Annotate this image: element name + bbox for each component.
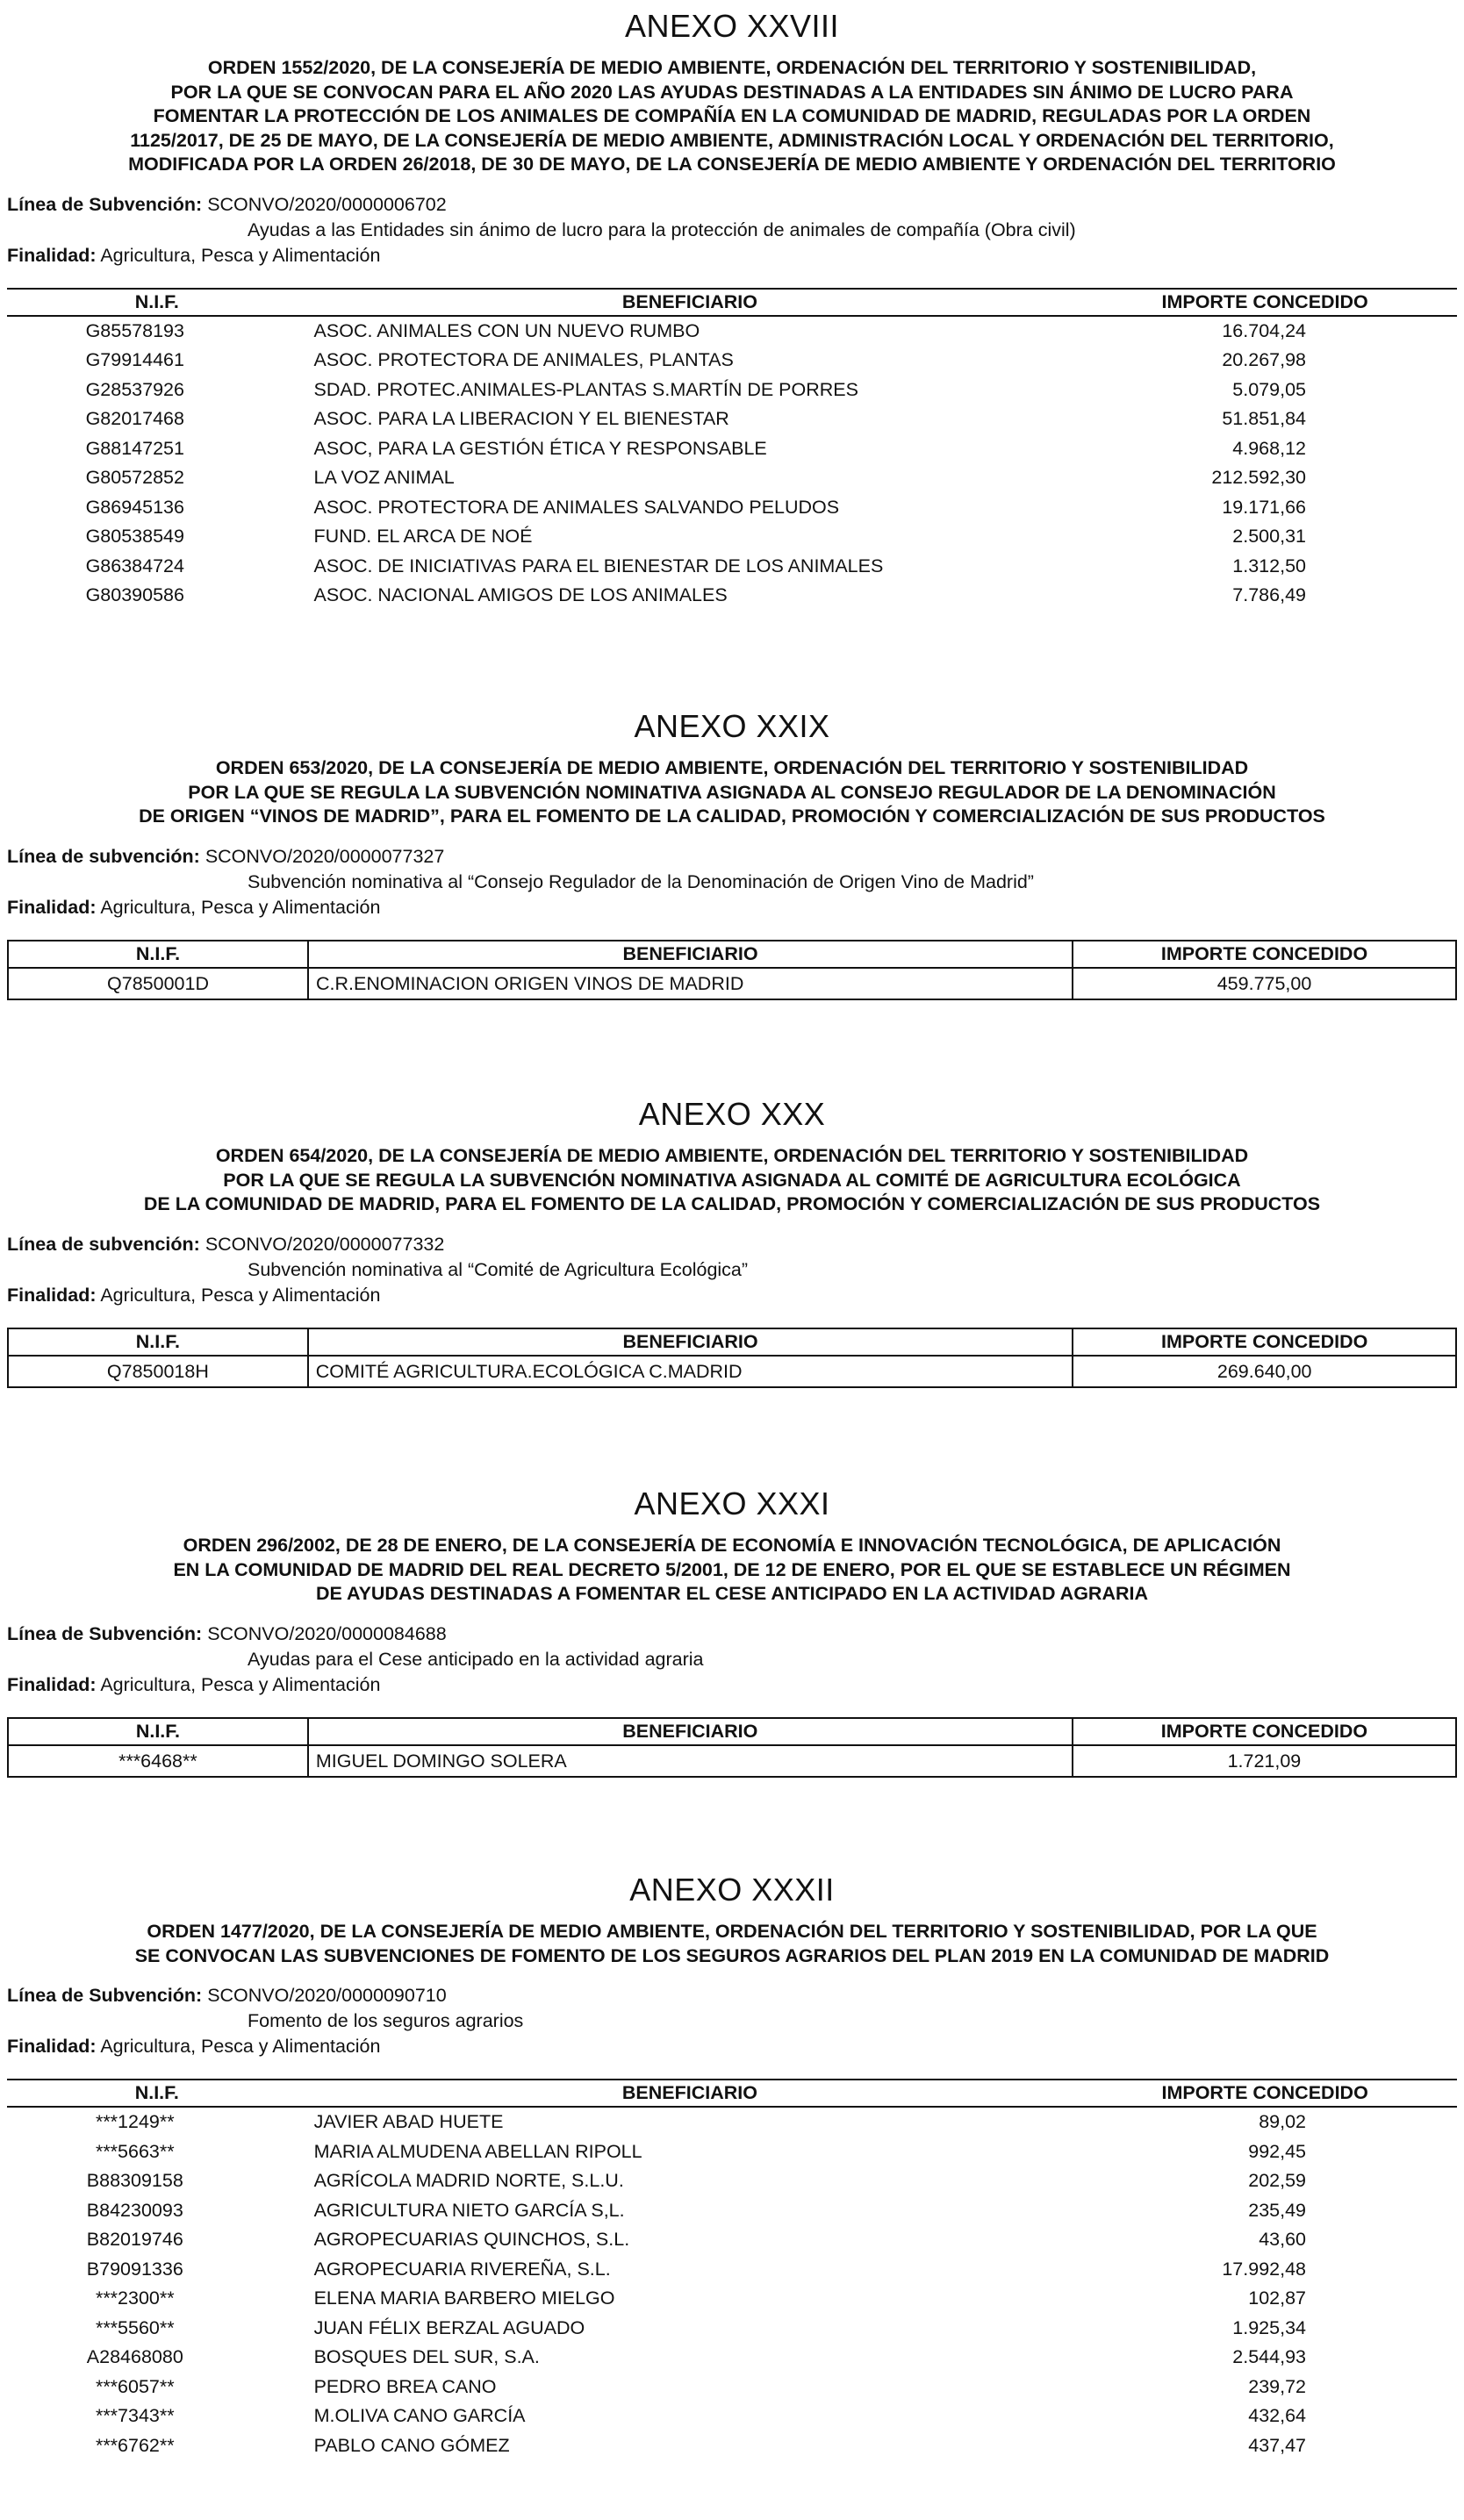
cell-nif: G82017468 (85, 408, 184, 429)
cell-amount: 235,49 (1248, 2199, 1306, 2221)
cell-beneficiary: PABLO CANO GÓMEZ (313, 2434, 510, 2456)
order-text-line: ORDEN 654/2020, DE LA CONSEJERÍA DE MEDIO AMBIENTE, ORDENACIÓN DEL TERRITORIO Y SOSTENIBILIDAD (215, 1145, 1249, 1166)
annex-xxix (7, 709, 1457, 1000)
cell-beneficiary: ASOC. PROTECTORA DE ANIMALES, PLANTAS (313, 349, 734, 370)
cell-nif: B79091336 (86, 2258, 183, 2280)
table-row (8, 1356, 1456, 1387)
order-text-line: DE ORIGEN “VINOS DE MADRID”, PARA EL FOMENTO DE LA CALIDAD, PROMOCIÓN Y COMERCIALIZACIÓN DE SUS PRODUCTOS (139, 805, 1325, 827)
subsidy-line-code: SCONVO/2020/0000077332 (205, 1233, 445, 1255)
annex-xxx (7, 1097, 1457, 1388)
subsidy-meta (7, 1232, 1457, 1308)
purpose-value: Agricultura, Pesca y Alimentación (100, 1673, 381, 1695)
header-beneficiary: BENEFICIARIO (308, 1328, 1073, 1356)
cell-amount: 239,72 (1248, 2375, 1306, 2397)
cell-amount: 43,60 (1259, 2229, 1306, 2250)
annex-title: ANEXO XXXII (629, 1872, 835, 1908)
cell-beneficiary: COMITÉ AGRICULTURA.ECOLÓGICA C.MADRID (308, 1356, 1073, 1387)
header-beneficiary: BENEFICIARIO (307, 2080, 1073, 2107)
annex-title: ANEXO XXX (638, 1096, 826, 1132)
header-amount: IMPORTE CONCEDIDO (1073, 941, 1456, 968)
cell-nif: A28468080 (86, 2346, 183, 2367)
purpose-label: Finalidad: (7, 244, 97, 266)
cell-nif: G85578193 (85, 319, 184, 341)
cell-beneficiary: AGRÍCOLA MADRID NORTE, S.L.U. (313, 2170, 624, 2191)
annex-xxviii (7, 9, 1457, 611)
header-beneficiary: BENEFICIARIO (308, 941, 1073, 968)
cell-beneficiary: AGRICULTURA NIETO GARCÍA S,L. (313, 2199, 625, 2221)
purpose (7, 895, 1457, 920)
cell-nif: ***1249** (95, 2111, 175, 2132)
cell-amount: 2.500,31 (1232, 526, 1306, 547)
cell-amount: 19.171,66 (1222, 496, 1306, 518)
header-nif: N.I.F. (8, 1718, 308, 1745)
table-row (7, 434, 1457, 464)
cell-amount: 2.544,93 (1232, 2346, 1306, 2367)
table-row (7, 2373, 1457, 2402)
header-nif: N.I.F. (7, 2080, 307, 2107)
cell-amount: 459.775,00 (1073, 968, 1456, 999)
purpose (7, 1672, 1457, 1698)
table-row (7, 2255, 1457, 2285)
order-text-line: ORDEN 1477/2020, DE LA CONSEJERÍA DE MEDIO AMBIENTE, ORDENACIÓN DEL TERRITORIO Y SOSTENIBILIDAD, POR LA QUE (147, 1921, 1317, 1942)
subsidy-line-description: Subvención nominativa al “Comité de Agricultura Ecológica” (248, 1258, 749, 1280)
table-header-row (7, 289, 1457, 316)
annex-xxxii (7, 1872, 1457, 2460)
cell-nif: ***6468** (8, 1745, 308, 1777)
table-row (7, 463, 1457, 493)
cell-amount: 89,02 (1259, 2111, 1306, 2132)
subsidy-meta (7, 1983, 1457, 2059)
subsidy-line-description: Subvención nominativa al “Consejo Regulador de la Denominación de Origen Vino de Madrid” (248, 870, 1034, 892)
annex-title: ANEXO XXVIII (624, 8, 840, 44)
subsidy-line (7, 192, 1457, 218)
purpose-label: Finalidad: (7, 896, 97, 918)
cell-beneficiary: ASOC. DE INICIATIVAS PARA EL BIENESTAR DE LOS ANIMALES (313, 555, 884, 576)
subsidy-line-label: Línea de Subvención: (7, 1622, 203, 1644)
table-row (7, 346, 1457, 376)
order-text-line: POR LA QUE SE CONVOCAN PARA EL AÑO 2020 LAS AYUDAS DESTINADAS A LA ENTIDADES SIN ÁNIMO DE LUCRO PARA (170, 81, 1294, 103)
table-row (7, 2137, 1457, 2167)
cell-amount: 7.786,49 (1232, 584, 1306, 605)
table-row (7, 2402, 1457, 2431)
table-row (7, 493, 1457, 523)
subsidy-line-label: Línea de subvención: (7, 1233, 200, 1255)
purpose-label: Finalidad: (7, 1673, 97, 1695)
cell-beneficiary: LA VOZ ANIMAL (313, 467, 455, 488)
cell-nif: G88147251 (85, 437, 184, 459)
cell-amount: 202,59 (1248, 2170, 1306, 2191)
subsidy-line-label: Línea de Subvención: (7, 193, 203, 215)
subsidy-line (7, 844, 1457, 870)
cell-nif: G86384724 (85, 555, 184, 576)
table-row (7, 2166, 1457, 2196)
table-row (7, 2107, 1457, 2137)
header-nif: N.I.F. (7, 289, 307, 316)
cell-nif: G28537926 (85, 378, 184, 400)
beneficiaries-table (7, 1328, 1457, 1388)
subsidy-line-code: SCONVO/2020/0000077327 (205, 845, 445, 867)
cell-nif: ***5560** (95, 2316, 175, 2338)
table-row (7, 2343, 1457, 2373)
header-beneficiary: BENEFICIARIO (308, 1718, 1073, 1745)
cell-amount: 992,45 (1248, 2140, 1306, 2162)
cell-amount: 269.640,00 (1073, 1356, 1456, 1387)
order-text-line: DE AYUDAS DESTINADAS A FOMENTAR EL CESE ANTICIPADO EN LA ACTIVIDAD AGRARIA (315, 1583, 1149, 1604)
cell-beneficiary: JUAN FÉLIX BERZAL AGUADO (313, 2316, 585, 2338)
subsidy-line-description: Ayudas para el Cese anticipado en la actividad agraria (248, 1648, 704, 1670)
table-row (7, 2225, 1457, 2255)
purpose (7, 1283, 1457, 1308)
order-text-line: ORDEN 1552/2020, DE LA CONSEJERÍA DE MEDIO AMBIENTE, ORDENACIÓN DEL TERRITORIO Y SOSTENIBILIDAD, (207, 57, 1257, 78)
cell-beneficiary: PEDRO BREA CANO (313, 2375, 497, 2397)
subsidy-line (7, 1622, 1457, 1647)
cell-nif: G79914461 (85, 349, 184, 370)
table-row (7, 2196, 1457, 2226)
cell-beneficiary: AGROPECUARIAS QUINCHOS, S.L. (313, 2229, 630, 2250)
cell-nif: B88309158 (86, 2170, 183, 2191)
order-text-line: POR LA QUE SE REGULA LA SUBVENCIÓN NOMINATIVA ASIGNADA AL COMITÉ DE AGRICULTURA ECOLÓGICA (223, 1169, 1241, 1191)
table-header-row (7, 2080, 1457, 2107)
cell-amount: 17.992,48 (1222, 2258, 1306, 2280)
order-text-line: MODIFICADA POR LA ORDEN 26/2018, DE 30 DE MAYO, DE LA CONSEJERÍA DE MEDIO AMBIENTE Y ORDENACIÓN DEL TERRITORIO (128, 154, 1336, 175)
header-amount: IMPORTE CONCEDIDO (1073, 2080, 1457, 2107)
header-beneficiary: BENEFICIARIO (307, 289, 1073, 316)
cell-beneficiary: AGROPECUARIA RIVEREÑA, S.L. (313, 2258, 611, 2280)
order-text-line: SE CONVOCAN LAS SUBVENCIONES DE FOMENTO DE LOS SEGUROS AGRARIOS DEL PLAN 2019 EN LA COMUNIDAD DE MADRID (134, 1944, 1330, 1966)
beneficiaries-table (7, 1717, 1457, 1778)
order-text-line: DE LA COMUNIDAD DE MADRID, PARA EL FOMENTO DE LA CALIDAD, PROMOCIÓN Y COMERCIALIZACIÓN DE SUS PRODUCTOS (143, 1193, 1321, 1214)
subsidy-line-code: SCONVO/2020/0000006702 (207, 193, 447, 215)
table-row (7, 2431, 1457, 2461)
cell-nif: G80538549 (85, 526, 184, 547)
cell-nif: Q7850001D (8, 968, 308, 999)
cell-amount: 212.592,30 (1211, 467, 1306, 488)
cell-beneficiary: FUND. EL ARCA DE NOÉ (313, 526, 533, 547)
cell-amount: 1.925,34 (1232, 2316, 1306, 2338)
beneficiaries-table (7, 288, 1457, 611)
cell-amount: 51.851,84 (1222, 408, 1306, 429)
header-nif: N.I.F. (8, 941, 308, 968)
subsidy-line-code: SCONVO/2020/0000090710 (207, 1985, 447, 2006)
order-text-line: POR LA QUE SE REGULA LA SUBVENCIÓN NOMINATIVA ASIGNADA AL CONSEJO REGULADOR DE LA DENOMINACIÓN (188, 781, 1276, 803)
annex-xxxi (7, 1486, 1457, 1778)
cell-beneficiary: SDAD. PROTEC.ANIMALES-PLANTAS S.MARTÍN DE PORRES (313, 378, 858, 400)
cell-nif: ***5663** (95, 2140, 175, 2162)
annex-title: ANEXO XXXI (634, 1486, 830, 1521)
cell-nif: ***6762** (95, 2434, 175, 2456)
order-text-line: 1125/2017, DE 25 DE MAYO, DE LA CONSEJERÍA DE MEDIO AMBIENTE, ADMINISTRACIÓN LOCAL Y ORDENACIÓN DEL TERRITORIO, (130, 129, 1334, 151)
table-row (7, 404, 1457, 434)
table-header-row (8, 1328, 1456, 1356)
order-text (7, 1920, 1457, 1968)
cell-nif: G86945136 (85, 496, 184, 518)
purpose (7, 2034, 1457, 2059)
table-row (8, 1745, 1456, 1777)
beneficiaries-table (7, 940, 1457, 1000)
cell-beneficiary: ELENA MARIA BARBERO MIELGO (313, 2287, 615, 2309)
cell-beneficiary: C.R.ENOMINACION ORIGEN VINOS DE MADRID (308, 968, 1073, 999)
cell-amount: 1.721,09 (1073, 1745, 1456, 1777)
cell-amount: 4.968,12 (1232, 437, 1306, 459)
cell-beneficiary: BOSQUES DEL SUR, S.A. (313, 2346, 540, 2367)
header-amount: IMPORTE CONCEDIDO (1073, 1328, 1456, 1356)
purpose-value: Agricultura, Pesca y Alimentación (100, 1284, 381, 1306)
header-amount: IMPORTE CONCEDIDO (1073, 289, 1457, 316)
cell-amount: 16.704,24 (1222, 319, 1306, 341)
cell-nif: G80390586 (85, 584, 184, 605)
table-row (7, 581, 1457, 611)
subsidy-meta (7, 1622, 1457, 1698)
cell-beneficiary: ASOC. ANIMALES CON UN NUEVO RUMBO (313, 319, 700, 341)
subsidy-meta (7, 844, 1457, 920)
subsidy-line (7, 1983, 1457, 2008)
cell-beneficiary: ASOC. PROTECTORA DE ANIMALES SALVANDO PELUDOS (313, 496, 840, 518)
table-row (7, 316, 1457, 347)
subsidy-meta (7, 192, 1457, 268)
cell-nif: ***6057** (95, 2375, 175, 2397)
header-nif: N.I.F. (8, 1328, 308, 1356)
cell-beneficiary: ASOC. NACIONAL AMIGOS DE LOS ANIMALES (313, 584, 728, 605)
cell-beneficiary: ASOC. PARA LA LIBERACION Y EL BIENESTAR (313, 408, 729, 429)
order-text-line: ORDEN 296/2002, DE 28 DE ENERO, DE LA CONSEJERÍA DE ECONOMÍA E INNOVACIÓN TECNOLÓGICA, DE APLICACIÓN (183, 1535, 1281, 1556)
subsidy-line-description: Ayudas a las Entidades sin ánimo de lucro para la protección de animales de compañía (Obra civil) (248, 218, 1076, 240)
table-row (7, 522, 1457, 552)
cell-amount: 5.079,05 (1232, 378, 1306, 400)
order-text-line: FOMENTAR LA PROTECCIÓN DE LOS ANIMALES DE COMPAÑÍA EN LA COMUNIDAD DE MADRID, REGULADAS POR LA ORDEN (153, 105, 1311, 126)
cell-beneficiary: MARIA ALMUDENA ABELLAN RIPOLL (313, 2140, 642, 2162)
purpose-label: Finalidad: (7, 1284, 97, 1306)
cell-nif: ***7343** (95, 2405, 175, 2426)
cell-beneficiary: M.OLIVA CANO GARCÍA (313, 2405, 526, 2426)
cell-beneficiary: MIGUEL DOMINGO SOLERA (308, 1745, 1073, 1777)
order-text (7, 1534, 1457, 1607)
purpose-label: Finalidad: (7, 2036, 97, 2057)
purpose-value: Agricultura, Pesca y Alimentación (100, 896, 381, 918)
subsidy-line-code: SCONVO/2020/0000084688 (207, 1622, 447, 1644)
table-header-row (8, 1718, 1456, 1745)
cell-amount: 1.312,50 (1232, 555, 1306, 576)
order-text (7, 1144, 1457, 1217)
order-text (7, 56, 1457, 177)
table-row (7, 376, 1457, 405)
beneficiaries-table (7, 2079, 1457, 2460)
cell-amount: 20.267,98 (1222, 349, 1306, 370)
subsidy-line-label: Línea de Subvención: (7, 1985, 203, 2006)
table-row (8, 968, 1456, 999)
header-amount: IMPORTE CONCEDIDO (1073, 1718, 1456, 1745)
table-row (7, 2314, 1457, 2344)
subsidy-line-label: Línea de subvención: (7, 845, 200, 867)
order-text-line: EN LA COMUNIDAD DE MADRID DEL REAL DECRETO 5/2001, DE 12 DE ENERO, POR EL QUE SE ESTABLECE UN RÉGIMEN (173, 1558, 1291, 1580)
order-text (7, 756, 1457, 829)
cell-beneficiary: ASOC, PARA LA GESTIÓN ÉTICA Y RESPONSABLE (313, 437, 767, 459)
cell-amount: 437,47 (1248, 2434, 1306, 2456)
subsidy-line-description: Fomento de los seguros agrarios (248, 2010, 524, 2031)
purpose-value: Agricultura, Pesca y Alimentación (100, 2036, 381, 2057)
subsidy-line (7, 1232, 1457, 1257)
purpose (7, 243, 1457, 268)
cell-nif: B84230093 (86, 2199, 183, 2221)
cell-nif: G80572852 (85, 467, 184, 488)
cell-nif: Q7850018H (8, 1356, 308, 1387)
cell-nif: B82019746 (86, 2229, 183, 2250)
cell-nif: ***2300** (95, 2287, 175, 2309)
cell-amount: 102,87 (1248, 2287, 1306, 2309)
table-row (7, 552, 1457, 582)
table-header-row (8, 941, 1456, 968)
order-text-line: ORDEN 653/2020, DE LA CONSEJERÍA DE MEDIO AMBIENTE, ORDENACIÓN DEL TERRITORIO Y SOSTENIBILIDAD (215, 757, 1249, 778)
cell-amount: 432,64 (1248, 2405, 1306, 2426)
table-row (7, 2284, 1457, 2314)
purpose-value: Agricultura, Pesca y Alimentación (100, 244, 381, 266)
annex-title: ANEXO XXIX (634, 708, 830, 744)
cell-beneficiary: JAVIER ABAD HUETE (313, 2111, 504, 2132)
